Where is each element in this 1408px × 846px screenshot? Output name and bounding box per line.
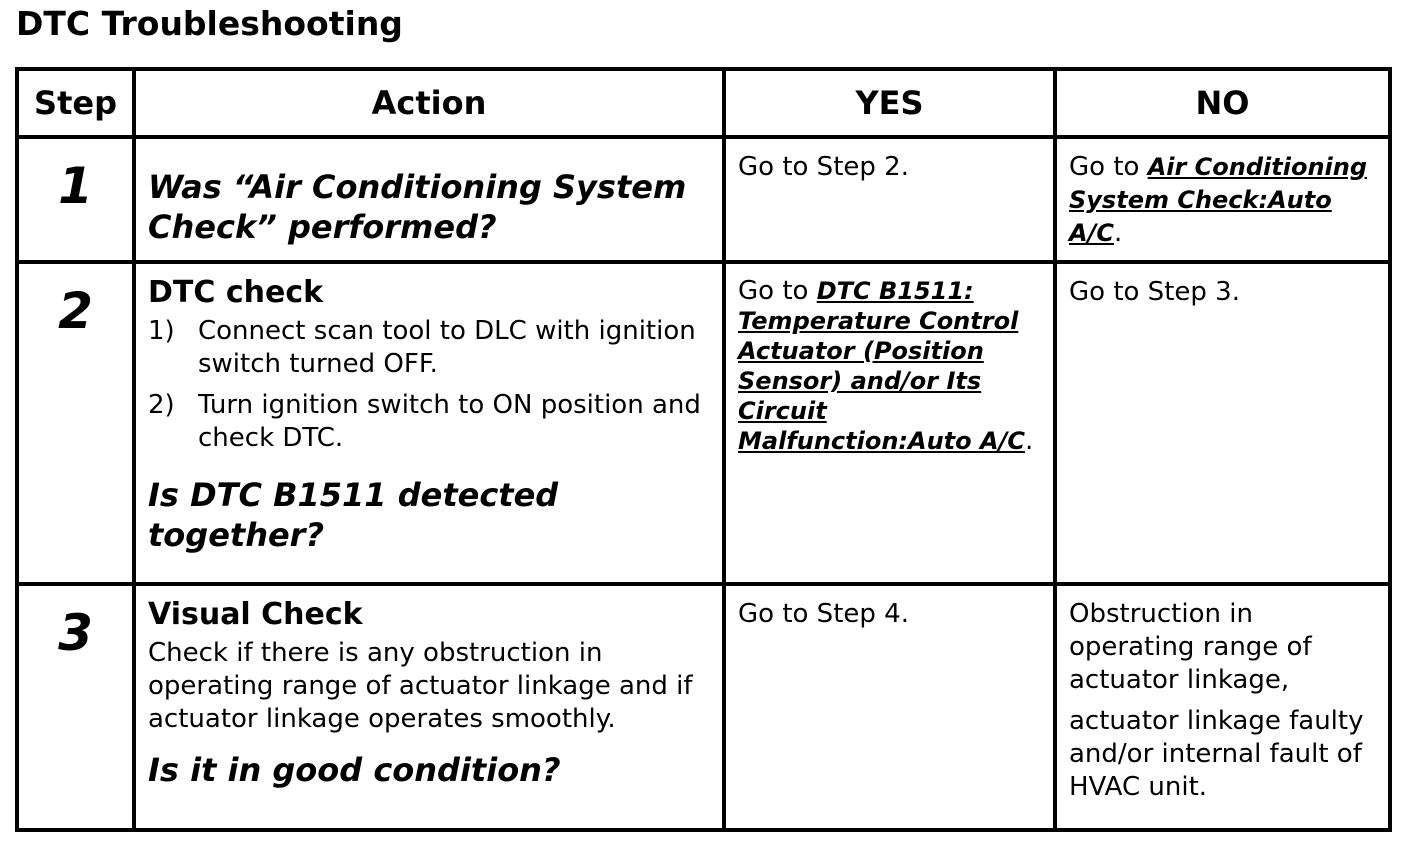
dtc-b1511-link[interactable]: DTC B1511: Temperature Control Actuator (Position Sensor) and/or Its Circuit Malfunction:Auto A/C [738, 277, 1025, 455]
step-number: 1 [17, 137, 134, 262]
list-item [148, 389, 710, 455]
list-item-text: Connect scan tool to DLC with ignition switch turned OFF. [198, 316, 696, 379]
table-header-row [17, 69, 1390, 137]
action-heading: Visual Check [148, 597, 363, 632]
no-text-1: Obstruction in operating range of actuator linkage, [1069, 599, 1312, 695]
action-cell [134, 584, 724, 830]
action-heading: DTC check [148, 275, 324, 310]
action-question: Was “Air Conditioning System Check” performed? [148, 168, 687, 246]
no-text-2: actuator linkage faulty and/or internal fault of HVAC unit. [1069, 706, 1364, 802]
no-cell [1055, 137, 1390, 262]
air-conditioning-system-check-link[interactable]: Air Conditioning System Check:Auto A/C [1069, 153, 1368, 247]
no-prefix: Go to [1069, 152, 1148, 182]
no-cell [1055, 584, 1390, 830]
list-item-number: 2) [148, 390, 175, 420]
header-yes: YES [724, 69, 1055, 137]
yes-cell [724, 584, 1055, 830]
yes-suffix: . [1024, 426, 1034, 456]
action-cell [134, 262, 724, 584]
procedure-list [148, 315, 710, 455]
yes-cell [724, 137, 1055, 262]
table-row [17, 584, 1390, 830]
no-text: Go to Step 3. [1069, 277, 1240, 307]
action-cell [134, 137, 724, 262]
page-title: DTC Troubleshooting [16, 4, 403, 43]
list-item-number: 1) [148, 316, 175, 346]
list-item [148, 315, 710, 381]
header-action: Action [134, 69, 724, 137]
step-number: 3 [17, 584, 134, 830]
yes-text: Go to Step 4. [738, 599, 909, 629]
table-row [17, 262, 1390, 584]
header-no: NO [1055, 69, 1390, 137]
yes-cell [724, 262, 1055, 584]
header-step: Step [17, 69, 134, 137]
action-question: Is it in good condition? [148, 751, 561, 789]
action-question: Is DTC B1511 detected together? [148, 476, 559, 554]
step-number: 2 [17, 262, 134, 584]
table-row [17, 137, 1390, 262]
no-cell [1055, 262, 1390, 584]
list-item-text: Turn ignition switch to ON position and check DTC. [198, 390, 701, 453]
troubleshooting-table [15, 67, 1392, 832]
yes-prefix: Go to [738, 276, 817, 306]
no-suffix: . [1113, 218, 1123, 248]
yes-text: Go to Step 2. [738, 152, 909, 182]
action-body: Check if there is any obstruction in operating range of actuator linkage and if actuator linkage operates smoothly. [148, 638, 693, 734]
